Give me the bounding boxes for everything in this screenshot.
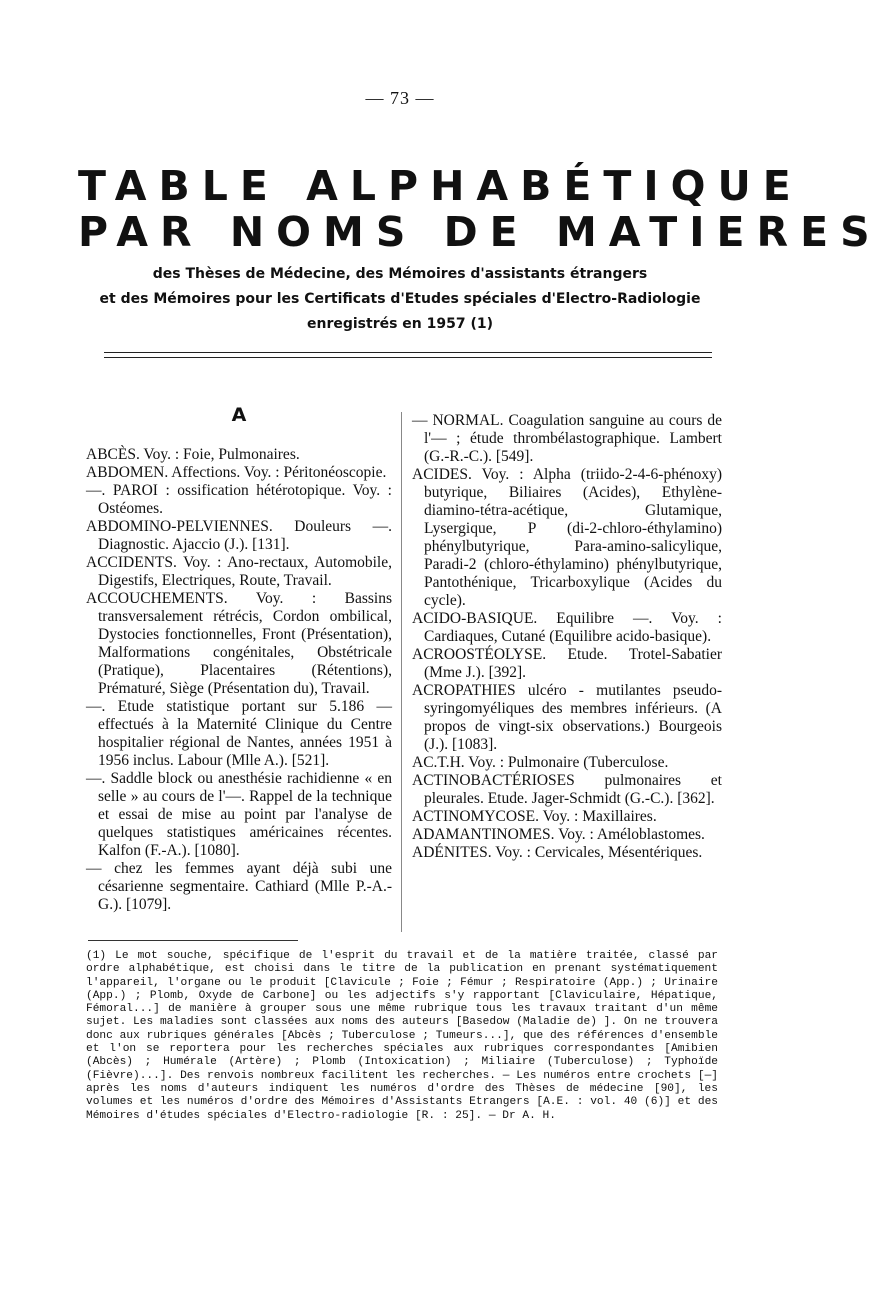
index-entry: ACTINOMYCOSE. Voy. : Maxillaires. — [412, 808, 657, 825]
footnote-rule — [88, 940, 298, 941]
subtitle-line-3: enregistrés en 1957 (1) — [306, 316, 494, 332]
index-entry: ABCÈS. Voy. : Foie, Pulmonaires. — [86, 446, 300, 463]
subtitle-line-2: et des Mémoires pour les Certificats d'Etudes spéciales d'Electro-Radiologie — [99, 291, 701, 307]
index-entry: ACCOUCHEMENTS. Voy. : Bassins transversalement rétrécis, Cordon ombilical, Dystocies fonctionnelles, Front (Présentation), Malformations congénitales, Obstétricale (Pratique), Placentaires (Rétentions), Prématuré, Siège (Présentation du), Travail. — [86, 590, 392, 697]
index-entry: ADÉNITES. Voy. : Cervicales, Mésentériques. — [412, 844, 703, 861]
index-entry: ABDOMINO-PELVIENNES. Douleurs —. Diagnostic. Ajaccio (J.). [131]. — [86, 518, 392, 553]
index-entry: — NORMAL. Coagulation sanguine au cours de l'— ; étude thrombélastographique. Lambert (G.-R.-C.). [549]. — [412, 412, 722, 465]
index-entry: ADAMANTINOMES. Voy. : Améloblastomes. — [412, 826, 705, 843]
index-column-left — [86, 406, 392, 914]
index-entry: ACIDES. Voy. : Alpha (triido-2-4-6-phénoxy) butyrique, Biliaires (Acides), Ethylène-diamino-tétra-acétique, Glutamique, Lysergique, P (di-2-chloro-éthylamino) phénylbutyrique, Para-amino-salicylique, Paradi-2 (chloro-éthylamino) phénylbutyrique, Pantothénique, Tricarboxylique (Acides du cycle). — [412, 466, 722, 609]
index-entry: ACCIDENTS. Voy. : Ano-rectaux, Automobile, Digestifs, Electriques, Route, Travail. — [86, 554, 392, 589]
double-rule-divider — [104, 352, 712, 358]
footnote: (1) Le mot souche, spécifique de l'esprit du travail et de la matière traitée, classé par ordre alphabétique, est choisi dans le titre de la publication en prenant systématiquement l'appareil, l'organe ou le produit [Clavicule ; Foie ; Fémur ; Respiratoire (App.) ; Urinaire (App.) ; Plomb, Oxyde de Carbone] ou les adjectifs s'y rapportant [Claviculaire, Hépatique, Fémoral...] de manière à grouper sous une même rubrique tous les travaux traitant d'un même sujet. Les maladies sont classées aux noms des auteurs [Basedow (Maladie de) ]. On ne trouvera donc aux rubriques générales [Abcès ; Tuberculose ; Tumeurs...], que des références d'ensemble et l'on se reportera pour les recherches spéciales aux rubriques correspondantes [Amibien (Abcès) ; Humérale (Artère) ; Plomb (Intoxication) ; Miliaire (Tuberculose) ; Typhoïde (Fièvre)...]. Des renvois nombreux facilitent les recherches. — Les numéros entre crochets [—] après les noms d'auteurs indiquent les numéros d'ordre des Thèses de médecine [90], les volumes et les numéros d'ordre des Mémoires d'Assistants Etrangers [A.E. : vol. 40 (6)] et des Mémoires d'études spéciales d'Electro-radiologie [R. : 25]. — Dr A. H. — [86, 950, 718, 1122]
index-column-right — [412, 412, 722, 862]
index-entry: —. Etude statistique portant sur 5.186 — effectués à la Maternité Clinique du Centre hospitalier régional de Nantes, années 1951 à 1956 inclus. Labour (Mlle A.). [521]. — [86, 698, 392, 769]
index-entry: —. Saddle block ou anesthésie rachidienne « en selle » au cours de l'—. Rappel de la technique et essai de mise au point par l'analyse de quelques statistiques américaines récentes. Kalfon (F.-A.). [1080]. — [86, 770, 392, 859]
index-entry: ABDOMEN. Affections. Voy. : Péritonéoscopie. — [86, 464, 387, 481]
index-entry: ACIDO-BASIQUE. Equilibre —. Voy. : Cardiaques, Cutané (Equilibre acido-basique). — [412, 610, 722, 645]
index-entry: AC.T.H. Voy. : Pulmonaire (Tuberculose. — [412, 754, 669, 771]
page-title-line-1: TABLE ALPHABÉTIQUE — [78, 162, 803, 210]
page-number: — 73 — — [365, 88, 435, 108]
index-entry: — chez les femmes ayant déjà subi une césarienne segmentaire. Cathiard (Mlle P.-A.-G.). [1079]. — [86, 860, 392, 913]
column-divider — [401, 412, 402, 932]
index-entry: ACTINOBACTÉRIOSES pulmonaires et pleurales. Etude. Jager-Schmidt (G.-C.). [362]. — [412, 772, 722, 807]
section-letter: A — [231, 404, 247, 426]
index-entry: ACROOSTÉOLYSE. Etude. Trotel-Sabatier (Mme J.). [392]. — [412, 646, 722, 681]
page-title-line-2: PAR NOMS DE MATIERES — [78, 208, 882, 256]
index-entry: ACROPATHIES ulcéro - mutilantes pseudo-syringomyéliques des membres inférieurs. (A propos de vingt-six observations.) Bourgeois (J.). [1083]. — [412, 682, 722, 753]
subtitle-line-1: des Thèses de Médecine, des Mémoires d'assistants étrangers — [152, 266, 648, 282]
index-entry: —. PAROI : ossification hétérotopique. Voy. : Ostéomes. — [86, 482, 392, 517]
